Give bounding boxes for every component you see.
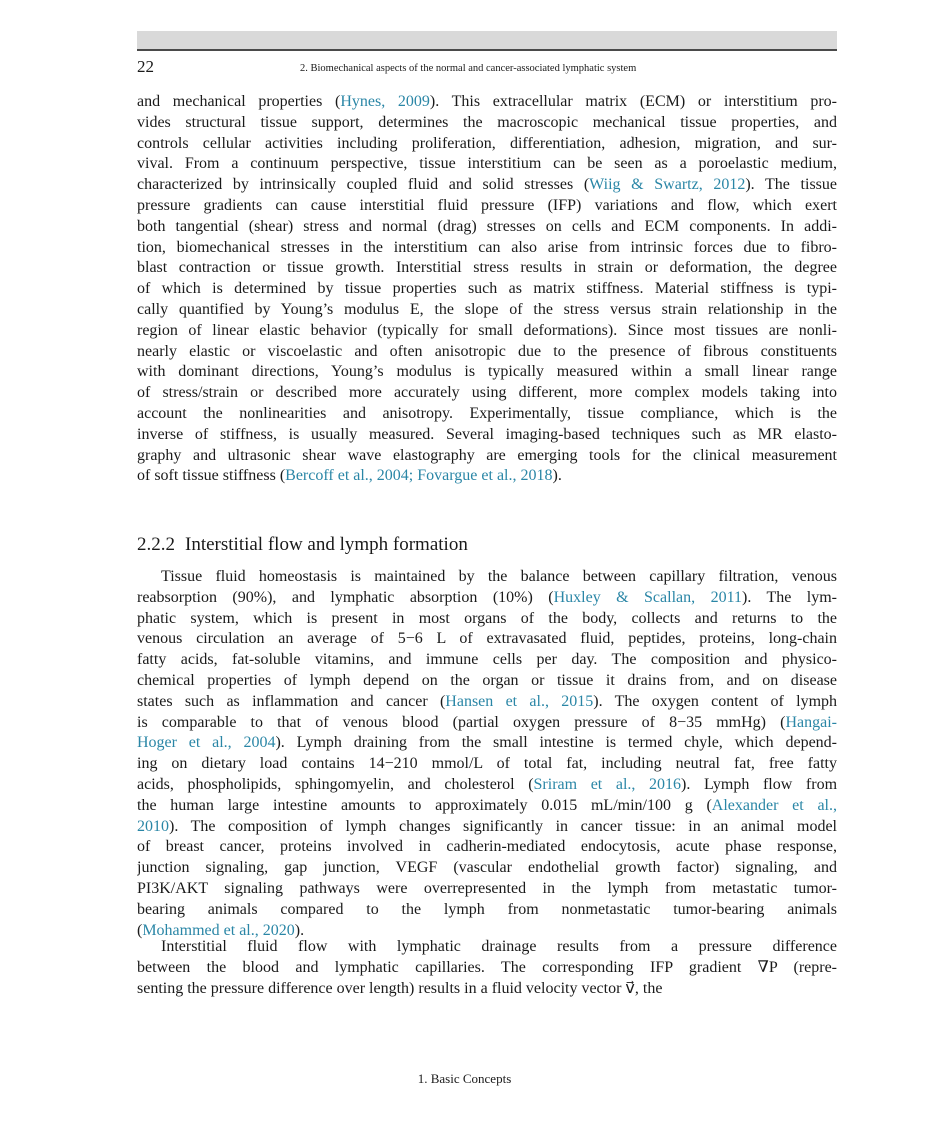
text-line [137, 446, 837, 467]
text-segment: ). The tissue [745, 176, 837, 194]
text-line [137, 900, 837, 921]
text-line [137, 238, 837, 259]
text-segment: chemical properties of lymph depend on the organ or tissue it drains from, and on disease [137, 671, 837, 689]
paragraph-ecm [137, 92, 837, 487]
text-segment: senting the pressure difference over length) results in a fluid velocity vector v⃗, the [137, 979, 663, 997]
text-line [137, 258, 837, 279]
text-segment: inverse of stiffness, is usually measured. Several imaging-based techniques such as MR elasto- [137, 425, 837, 443]
text-segment: with dominant directions, Young’s modulus is typically measured within a small linear range [137, 363, 837, 381]
text-segment: of stress/strain or described more accurately using different, more complex models taking into [137, 384, 837, 402]
section-number: 2.2.2 [137, 534, 175, 555]
text-line [137, 466, 837, 487]
text-segment: controls cellular activities including proliferation, differentiation, adhesion, migration, and sur- [137, 134, 837, 152]
text-segment: ). The composition of lymph changes significantly in cancer tissue: in an animal model [169, 817, 837, 835]
text-segment: ). [294, 921, 305, 939]
text-segment: Tissue fluid homeostasis is maintained by the balance between capillary filtration, venous [161, 568, 837, 585]
text-line [137, 837, 837, 858]
text-segment: is comparable to that of venous blood (partial oxygen pressure of 8−35 mmHg) ( [137, 713, 786, 731]
text-line [137, 279, 837, 300]
text-line [137, 958, 837, 979]
text-line [137, 175, 837, 196]
text-segment: bearing animals compared to the lymph from nonmetastatic tumor-bearing animals [137, 900, 837, 918]
paragraph-interstitial-flow [137, 937, 837, 999]
section-heading [137, 534, 468, 556]
page-number: 22 [137, 57, 154, 76]
text-segment: ). [552, 467, 562, 485]
text-segment: reabsorption (90%), and lymphatic absorption (10%) ( [137, 588, 554, 606]
text-line [137, 937, 837, 958]
text-line [137, 154, 837, 175]
text-segment: tion, biomechanical stresses in the interstitium can also arise from intrinsic forces due to fibro- [137, 238, 837, 256]
header-rule [137, 49, 837, 51]
text-segment: acids, phospholipids, sphingomyelin, and cholesterol ( [137, 775, 534, 793]
text-segment: states such as inflammation and cancer ( [137, 692, 446, 710]
text-line [137, 588, 837, 609]
paragraph-lymph-formation [137, 567, 837, 941]
text-segment: fatty acids, fat-soluble vitamins, and immune cells per day. The composition and physico- [137, 651, 837, 669]
text-line [137, 300, 837, 321]
text-line [137, 692, 837, 713]
text-segment: ing on dietary load contains 14−210 mmol/L of total fat, including neutral fat, free fatty [137, 755, 837, 773]
text-segment: both tangential (shear) stress and normal (drag) stresses on cells and ECM components. In addi- [137, 217, 837, 235]
text-line [137, 383, 837, 404]
text-line [137, 671, 837, 692]
text-line [137, 217, 837, 238]
text-segment: Interstitial fluid flow with lymphatic drainage results from a pressure difference [161, 938, 837, 955]
text-segment: of soft tissue stiffness ( [137, 467, 286, 485]
text-line [137, 817, 837, 838]
citation-link[interactable]: Mohammed et al., 2020 [142, 921, 295, 939]
text-line [137, 713, 837, 734]
citation-link[interactable]: Hynes, 2009 [340, 93, 430, 110]
text-segment: ). Lymph draining from the small intestine is termed chyle, which depend- [275, 734, 837, 752]
text-line [137, 567, 837, 588]
text-segment: junction signaling, gap junction, VEGF (vascular endothelial growth factor) signaling, and [137, 859, 837, 877]
citation-link[interactable]: Hansen et al., 2015 [445, 692, 594, 710]
citation-link[interactable]: Huxley & Scallan, 2011 [553, 588, 742, 606]
text-line [137, 404, 837, 425]
text-line [137, 113, 837, 134]
text-line [137, 796, 837, 817]
text-segment: ). Lymph flow from [681, 775, 837, 793]
text-line [137, 609, 837, 630]
citation-link[interactable]: Bercoff et al., 2004; Fovargue et al., 2018 [285, 467, 553, 485]
running-head: 2. Biomechanical aspects of the normal and cancer-associated lymphatic system [300, 63, 637, 74]
citation-link[interactable]: Sriram et al., 2016 [533, 775, 682, 793]
text-segment: the human large intestine amounts to approximately 0.015 mL/min/100 g ( [137, 796, 712, 814]
text-segment: phatic system, which is present in most organs of the body, collects and returns to the [137, 609, 837, 627]
text-line [137, 650, 837, 671]
text-segment: ). This extracellular matrix (ECM) or interstitium pro- [429, 93, 837, 110]
text-line [137, 733, 837, 754]
text-line [137, 629, 837, 650]
text-segment: PI3K/AKT signaling pathways were overrepresented in the lymph from metastatic tumor- [137, 879, 837, 897]
text-line [137, 858, 837, 879]
text-segment: vides structural tissue support, determines the macroscopic mechanical tissue properties, and [137, 113, 837, 131]
text-line [137, 775, 837, 796]
text-segment: vival. From a continuum perspective, tissue interstitium can be seen as a poroelastic medium, [137, 155, 837, 173]
citation-link[interactable]: Alexander et al., [711, 796, 837, 814]
text-segment: of breast cancer, proteins involved in cadherin-mediated endocytosis, acute phase response, [137, 838, 837, 856]
text-segment: ). The oxygen content of lymph [593, 692, 837, 710]
text-segment: blast contraction or tissue growth. Interstitial stress results in strain or deformation, the degree [137, 259, 837, 277]
text-segment: between the blood and lymphatic capillaries. The corresponding IFP gradient ∇P (repre- [137, 958, 837, 976]
text-line [137, 134, 837, 155]
text-line [137, 342, 837, 363]
text-segment: ( [137, 921, 143, 939]
text-segment: characterized by intrinsically coupled fluid and solid stresses ( [137, 176, 590, 194]
text-segment: ). The lym- [741, 588, 837, 606]
citation-link[interactable]: Hoger et al., 2004 [137, 734, 276, 752]
text-segment: account the nonlinearities and anisotropy. Experimentally, tissue compliance, which is the [137, 404, 837, 422]
text-line [137, 425, 837, 446]
citation-link[interactable]: Wiig & Swartz, 2012 [589, 176, 746, 194]
text-segment: cally quantified by Young’s modulus E, the slope of the stress versus strain relationship in the [137, 300, 837, 318]
text-segment: pressure gradients can cause interstitial fluid pressure (IFP) variations and flow, which exert [137, 196, 837, 214]
text-line [137, 321, 837, 342]
text-line [137, 196, 837, 217]
citation-link[interactable]: Hangai- [785, 713, 837, 731]
citation-link[interactable]: 2010 [137, 817, 169, 835]
text-line [137, 879, 837, 900]
text-line [137, 979, 837, 1000]
text-segment: of which is determined by tissue properties such as matrix stiffness. Material stiffness is typi- [137, 280, 837, 298]
text-line [137, 362, 837, 383]
text-line [137, 92, 837, 113]
section-title: Interstitial flow and lymph formation [185, 534, 468, 555]
header-band [137, 31, 837, 49]
text-segment: graphy and ultrasonic shear wave elastography are emerging tools for the clinical measurement [137, 446, 837, 464]
text-segment: nearly elastic or viscoelastic and often anisotropic due to the presence of fibrous constituents [137, 342, 837, 360]
footer-label: 1. Basic Concepts [417, 1071, 512, 1086]
text-segment: and mechanical properties ( [137, 93, 341, 110]
text-segment: region of linear elastic behavior (typically for small deformations). Since most tissues are nonli- [137, 321, 837, 339]
text-line [137, 754, 837, 775]
text-segment: venous circulation an average of 5−6 L of extravasated fluid, peptides, proteins, long-chain [137, 630, 837, 648]
